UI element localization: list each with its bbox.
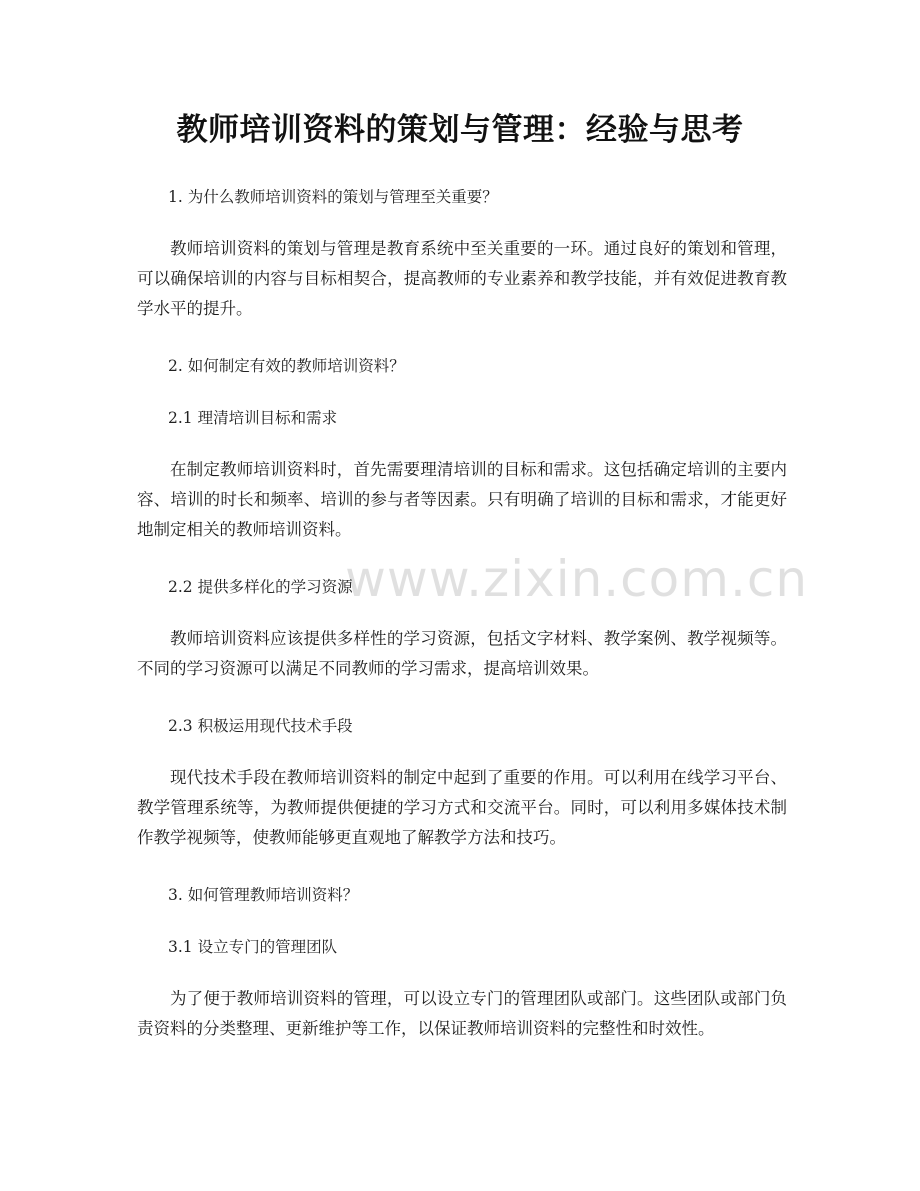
- subsection-heading: 3.1 设立专门的管理团队: [168, 938, 338, 956]
- subsection-heading: 2.1 理清培训目标和需求: [168, 409, 338, 427]
- document-body: [137, 182, 787, 1044]
- watermark-text: www.zixin.com.cn: [345, 550, 809, 608]
- section-heading: 3. 如何管理教师培训资料？: [168, 886, 359, 904]
- paragraph: 在制定教师培训资料时，首先需要理清培训的目标和需求。这包括确定培训的主要内容、培训的时长和频率、培训的参与者等因素。只有明确了培训的目标和需求，才能更好地制定相关的教师培训资料。: [137, 460, 787, 539]
- paragraph: 教师培训资料的策划与管理是教育系统中至关重要的一环。通过良好的策划和管理，可以确保培训的内容与目标相契合，提高教师的专业素养和教学技能，并有效促进教育教学水平的提升。: [137, 239, 787, 318]
- subsection-heading: 2.3 积极运用现代技术手段: [168, 717, 353, 735]
- paragraph: 教师培训资料应该提供多样性的学习资源，包括文字材料、教学案例、教学视频等。不同的学习资源可以满足不同教师的学习需求，提高培训效果。: [137, 629, 787, 678]
- paragraph: 现代技术手段在教师培训资料的制定中起到了重要的作用。可以利用在线学习平台、教学管理系统等，为教师提供便捷的学习方式和交流平台。同时，可以利用多媒体技术制作教学视频等，使教师能够更直观地了解教学方法和技巧。: [137, 768, 787, 847]
- section-heading: 2. 如何制定有效的教师培训资料？: [168, 357, 405, 375]
- subsection-heading: 2.2 提供多样化的学习资源: [168, 578, 353, 596]
- section-heading: 1. 为什么教师培训资料的策划与管理至关重要？: [168, 188, 498, 206]
- document-title: 教师培训资料的策划与管理：经验与思考: [176, 112, 744, 148]
- paragraph: 为了便于教师培训资料的管理，可以设立专门的管理团队或部门。这些团队或部门负责资料的分类整理、更新维护等工作，以保证教师培训资料的完整性和时效性。: [137, 989, 787, 1038]
